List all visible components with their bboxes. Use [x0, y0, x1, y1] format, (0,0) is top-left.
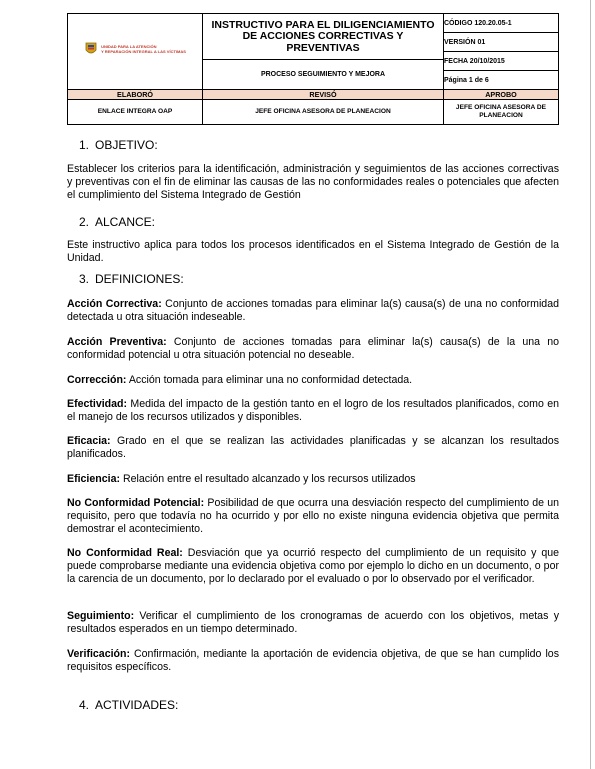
- section-heading-objetivo: [79, 138, 158, 152]
- logo-cell: [68, 14, 203, 90]
- definition-item: [67, 398, 559, 424]
- definition-text: Confirmación, mediante la aportación de evidencia objetiva, de que se han cumplido los requisitos específicos.: [67, 648, 559, 674]
- coat-of-arms-icon: [84, 41, 98, 57]
- document-date: FECHA 20/10/2015: [444, 52, 558, 71]
- definition-text: Desviación que ya ocurrió respecto del cumplimiento de un requisito y que puede comprobarse mediante una evidencia objetiva como por ejemplo lo dicho en un documento, o por la carencia de un documento, por lo declarado por el evaluado o por lo observado por el verificador.: [67, 547, 560, 586]
- definition-item: [67, 547, 559, 587]
- document-title: INSTRUCTIVO PARA EL DILIGENCIAMIENTO DE ACCIONES CORRECTIVAS Y PREVENTIVAS: [203, 15, 443, 60]
- definition-item: [67, 374, 559, 387]
- document-version: VERSIÓN 01: [444, 33, 558, 52]
- definition-term: Seguimiento:: [67, 610, 135, 622]
- definition-item: [67, 610, 559, 636]
- logo-line-1: UNIDAD PARA LA ATENCIÓN: [101, 44, 157, 49]
- definition-term: Acción Correctiva:: [67, 298, 162, 310]
- definition-text: Conjunto de acciones tomadas para eliminar la(s) causa(s) de la una no conformidad potencial u otra situación potencial no deseable.: [67, 336, 559, 362]
- meta-cell: [444, 14, 559, 90]
- definition-text: Relación entre el resultado alcanzado y los recursos utilizados: [120, 473, 416, 485]
- section-number: 3.: [79, 272, 90, 286]
- definition-item: [67, 497, 559, 537]
- document-header-table: [67, 13, 559, 125]
- definition-item: [67, 473, 559, 486]
- logo-line-2: Y REPARACIÓN INTEGRAL A LAS VÍCTIMAS: [101, 49, 186, 54]
- definition-text: Medida del impacto de la gestión tanto en el logro de los resultados planificados, como en el manejo de los recursos utilizados y disponibles.: [67, 398, 559, 424]
- definition-text: Verificar el cumplimiento de los cronogramas de acuerdo con los objetivos, metas y resultados esperados en un tiempo determinado.: [67, 610, 559, 636]
- title-cell: [203, 14, 444, 90]
- section-title: DEFINICIONES:: [95, 272, 184, 286]
- definition-item: [67, 336, 559, 362]
- role-reviso: REVISÓ: [203, 90, 444, 100]
- definition-text: Posibilidad de que ocurra una desviación respecto del cumplimiento de un requisito, pero que todavía no ha ocurrido y por ello no existe ninguna evidencia objetiva que permita demostrar el acontecimiento.: [67, 497, 560, 536]
- definition-term: Eficacia:: [67, 435, 111, 447]
- alcance-paragraph: Este instructivo aplica para todos los procesos identificados en el Sistema Integrado de Gestión de la Unidad.: [67, 239, 559, 265]
- page-number: Página 1 de 6: [444, 76, 489, 84]
- name-aprobo: JEFE OFICINA ASESORA DE PLANEACION: [444, 100, 559, 125]
- definition-text: Acción tomada para eliminar una no conformidad detectada.: [126, 374, 413, 386]
- role-elaboro: ELABORÓ: [68, 90, 203, 100]
- definition-item: [67, 298, 559, 324]
- document-code: CÓDIGO 120.20.05-1: [444, 14, 558, 33]
- process-name: PROCESO SEGUIMIENTO Y MEJORA: [260, 70, 386, 78]
- section-title: ALCANCE:: [95, 215, 156, 229]
- objetivo-paragraph: Establecer los criterios para la identificación, administración y seguimientos de las acciones correctivas y preventivas con el fin de eliminar las causas de las no conformidades reales o potenciales que afecten el cumplimiento del Sistema Integrado de Gestión: [67, 163, 559, 202]
- name-reviso: JEFE OFICINA ASESORA DE PLANEACION: [203, 100, 444, 125]
- section-heading-actividades: [79, 698, 178, 712]
- section-number: 4.: [79, 698, 90, 712]
- section-heading-alcance: [79, 215, 155, 229]
- definition-item: [67, 648, 559, 674]
- role-aprobo: APROBO: [444, 90, 559, 100]
- definition-term: Acción Preventiva:: [67, 336, 167, 348]
- definition-term: No Conformidad Potencial:: [67, 497, 205, 509]
- definition-term: Eficiencia:: [67, 473, 120, 485]
- section-title: OBJETIVO:: [95, 138, 158, 152]
- unidad-logo: [84, 41, 186, 57]
- definition-term: No Conformidad Real:: [67, 547, 183, 559]
- definition-term: Corrección:: [67, 374, 127, 386]
- section-number: 1.: [79, 138, 90, 152]
- section-heading-definiciones: [79, 272, 184, 286]
- definition-term: Verificación:: [67, 648, 130, 660]
- name-elaboro: ENLACE INTEGRA OAP: [68, 100, 203, 125]
- definition-term: Efectividad:: [67, 398, 128, 410]
- definition-text: Grado en el que se realizan las actividades planificadas y se alcanzan los resultados planificados.: [67, 435, 559, 461]
- section-number: 2.: [79, 215, 90, 229]
- definition-text: Conjunto de acciones tomadas para eliminar la(s) causa(s) de una no conformidad detectada u otra situación indeseable.: [67, 298, 559, 324]
- definition-item: [67, 435, 559, 461]
- section-title: ACTIVIDADES:: [95, 698, 179, 712]
